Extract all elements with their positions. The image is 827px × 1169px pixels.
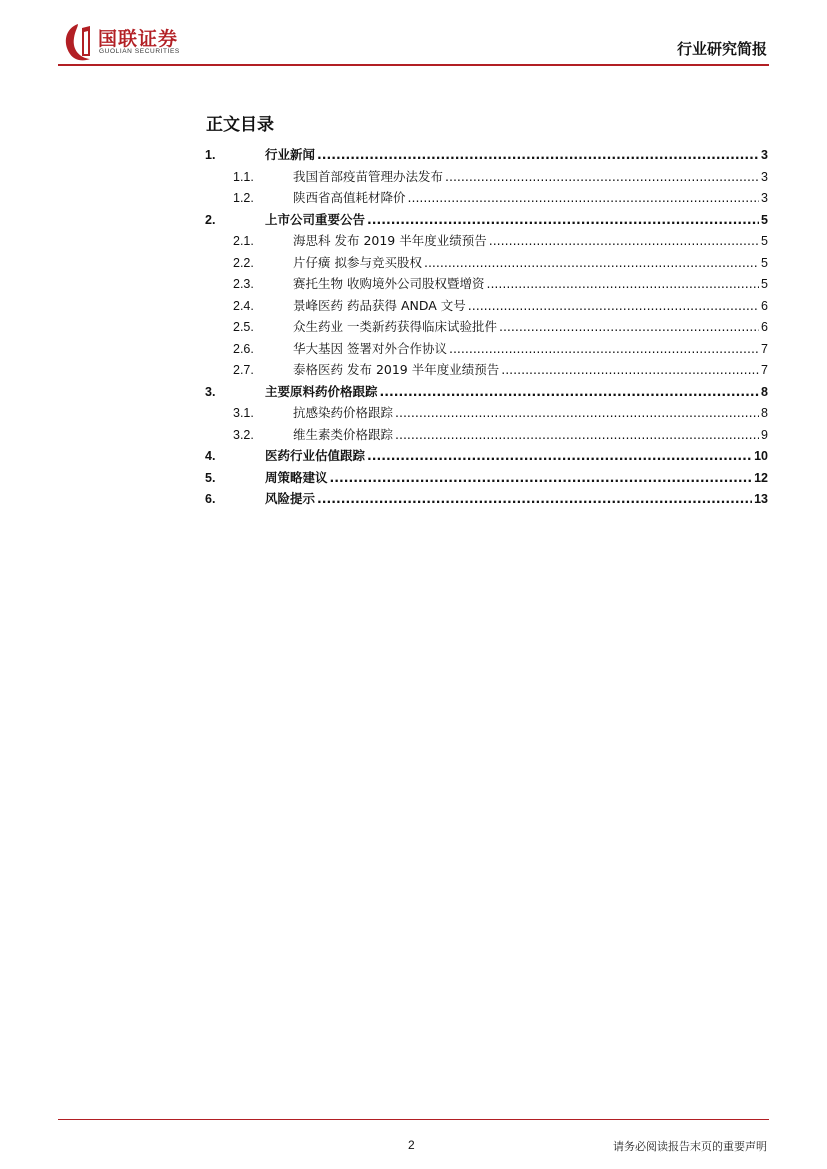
toc-leader-dots <box>380 384 760 399</box>
toc-entry[interactable] <box>205 145 768 167</box>
table-of-contents <box>205 145 768 511</box>
toc-entry[interactable] <box>205 425 768 447</box>
toc-leader-dots <box>489 233 759 248</box>
toc-leader-dots <box>424 255 759 270</box>
toc-entry-page: 3 <box>761 191 768 205</box>
report-type: 行业研究简报 <box>676 40 767 58</box>
toc-entry[interactable] <box>205 468 768 490</box>
page-header <box>0 0 827 70</box>
toc-entry-number: 4. <box>205 449 216 463</box>
toc-leader-dots <box>395 427 759 442</box>
toc-entry-page: 3 <box>761 148 768 162</box>
toc-entry-number: 2.4. <box>233 298 254 313</box>
toc-entry-page: 8 <box>761 406 768 420</box>
toc-entry-page: 7 <box>761 363 768 377</box>
toc-entry-page: 9 <box>761 427 768 442</box>
toc-entry-number: 3.1. <box>233 406 254 420</box>
toc-entry-label: 片仔癀 拟参与竞买股权 <box>293 254 422 270</box>
toc-entry[interactable] <box>205 167 768 189</box>
toc-entry-number: 1. <box>205 148 216 162</box>
toc-leader-dots <box>501 362 759 377</box>
toc-entry-label: 陕西省高值耗材降价 <box>293 190 406 205</box>
toc-entry-page: 12 <box>754 470 768 485</box>
toc-entry-number: 2.1. <box>233 234 254 248</box>
toc-entry-number: 2.7. <box>233 363 254 377</box>
logo-chinese-name: 国联证券 <box>98 28 179 50</box>
toc-leader-dots <box>499 319 759 334</box>
toc-entry-number: 2.3. <box>233 277 254 291</box>
header-divider <box>58 64 769 66</box>
toc-entry-label: 上市公司重要公告 <box>265 211 366 227</box>
page-number: 2 <box>408 1138 415 1152</box>
toc-entry-page: 10 <box>754 449 768 463</box>
toc-leader-dots <box>367 212 759 227</box>
toc-leader-dots <box>395 405 759 420</box>
toc-entry-label: 赛托生物 收购境外公司股权暨增资 <box>293 276 485 291</box>
toc-entry-page: 5 <box>761 212 768 227</box>
toc-leader-dots <box>367 448 752 463</box>
toc-entry-label: 抗感染药价格跟踪 <box>293 405 394 420</box>
toc-entry[interactable] <box>205 360 768 382</box>
toc-entry[interactable] <box>205 446 768 468</box>
toc-leader-dots <box>408 190 760 205</box>
toc-entry[interactable] <box>205 210 768 232</box>
toc-entry-label: 我国首部疫苗管理办法发布 <box>293 168 444 184</box>
toc-entry-number: 3.2. <box>233 427 254 442</box>
toc-entry-page: 7 <box>761 341 768 356</box>
toc-leader-dots <box>445 169 759 184</box>
toc-entry[interactable] <box>205 489 768 511</box>
toc-entry-label: 泰格医药 发布 2019 半年度业绩预告 <box>293 362 500 377</box>
toc-entry-number: 2.6. <box>233 341 254 356</box>
toc-entry-label: 医药行业估值跟踪 <box>265 448 366 463</box>
toc-entry-number: 5. <box>205 470 216 485</box>
toc-entry-label: 周策略建议 <box>265 469 328 485</box>
toc-entry-number: 2.5. <box>233 320 254 334</box>
toc-entry[interactable] <box>205 296 768 318</box>
toc-leader-dots <box>317 491 752 506</box>
toc-leader-dots <box>486 276 759 291</box>
toc-entry-number: 1.2. <box>233 191 254 205</box>
logo-english-name: GUOLIAN SECURITIES <box>99 48 180 55</box>
toc-entry[interactable] <box>205 382 768 404</box>
toc-entry-label: 主要原料药价格跟踪 <box>265 383 378 399</box>
toc-entry-number: 2. <box>205 212 216 227</box>
toc-entry-label: 景峰医药 药品获得 ANDA 文号 <box>293 297 466 313</box>
toc-entry[interactable] <box>205 339 768 361</box>
toc-entry-number: 3. <box>205 384 216 399</box>
toc-entry-page: 6 <box>761 298 768 313</box>
toc-entry-page: 5 <box>761 277 768 291</box>
toc-entry[interactable] <box>205 274 768 296</box>
toc-leader-dots <box>330 470 753 485</box>
toc-entry-number: 1.1. <box>233 169 254 184</box>
toc-entry[interactable] <box>205 317 768 339</box>
toc-leader-dots <box>317 147 759 162</box>
toc-leader-dots <box>468 298 759 313</box>
toc-entry-number: 2.2. <box>233 255 254 270</box>
toc-entry[interactable] <box>205 253 768 275</box>
toc-leader-dots <box>449 341 759 356</box>
toc-entry-label: 行业新闻 <box>265 147 316 162</box>
toc-entry-page: 3 <box>761 169 768 184</box>
toc-entry-page: 8 <box>761 384 768 399</box>
toc-entry-page: 6 <box>761 320 768 334</box>
toc-entry-label: 海思科 发布 2019 半年度业绩预告 <box>293 233 487 248</box>
footer-disclaimer: 请务必阅读报告末页的重要声明 <box>613 1140 767 1153</box>
toc-title: 正文目录 <box>206 115 274 135</box>
toc-entry[interactable] <box>205 188 768 210</box>
toc-entry-label: 维生素类价格跟踪 <box>293 426 394 442</box>
toc-entry-page: 5 <box>761 234 768 248</box>
toc-entry-page: 13 <box>754 492 768 506</box>
toc-entry-label: 华大基因 签署对外合作协议 <box>293 340 447 356</box>
toc-entry-label: 风险提示 <box>265 491 316 506</box>
toc-entry[interactable] <box>205 231 768 253</box>
toc-entry[interactable] <box>205 403 768 425</box>
toc-entry-label: 众生药业 一类新药获得临床试验批件 <box>293 319 497 334</box>
toc-entry-number: 6. <box>205 492 216 506</box>
footer-divider <box>58 1119 769 1120</box>
toc-entry-page: 5 <box>761 255 768 270</box>
